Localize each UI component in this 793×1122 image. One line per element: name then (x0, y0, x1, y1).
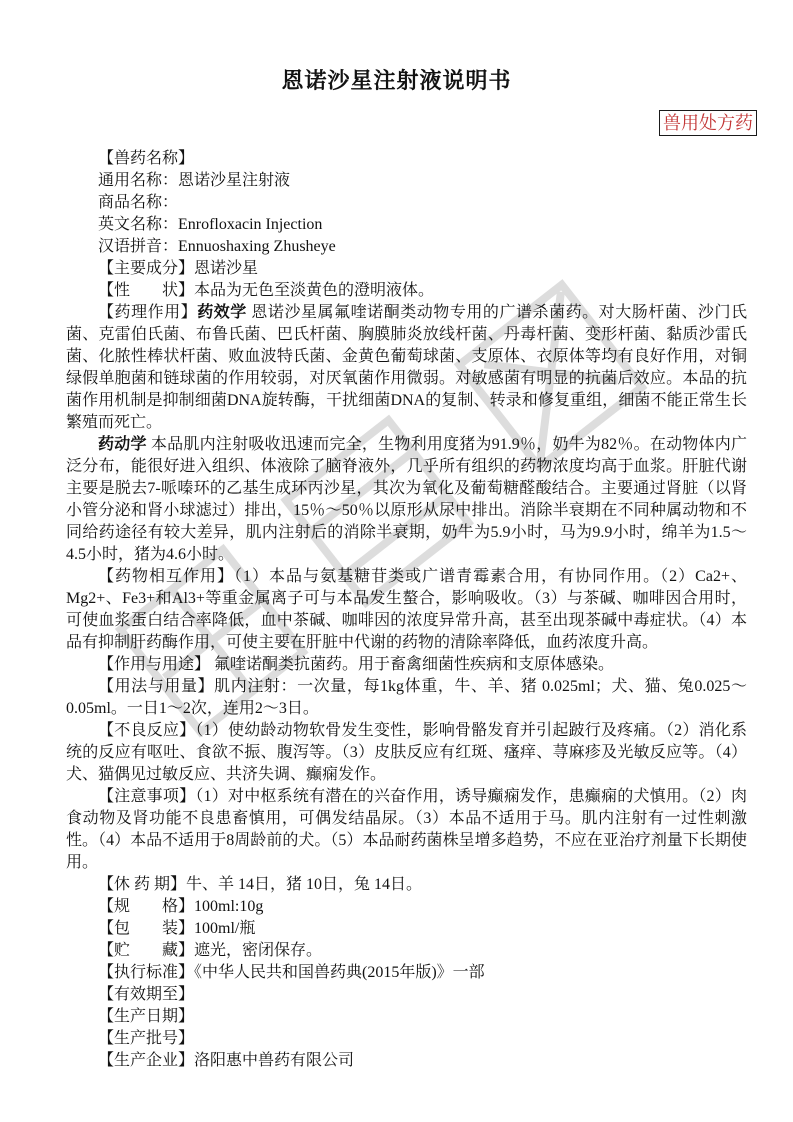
paragraph (66, 434, 747, 566)
paragraph-run: 【主要成分】恩诺沙星 (98, 260, 259, 277)
paragraph-run: 【执行标准】《中华人民共和国兽药典(2015年版)》一部 (98, 964, 485, 981)
paragraph (66, 170, 747, 192)
paragraph-run: 【生产批号】 (98, 1030, 195, 1047)
paragraph (66, 1006, 747, 1028)
paragraph-run: 【休 药 期】牛、羊 14日，猪 10日，兔 14日。 (98, 876, 423, 893)
paragraph-run: 【性 状】本品为无色至淡黄色的澄明液体。 (98, 282, 435, 299)
paragraph-run: 【注意事项】（1）对中枢系统有潜在的兴奋作用，诱导癫痫发作，患癫痫的犬慎用。（2）肉食动物及肾功能不良患畜慎用，可偶发结晶尿。（3）本品不适用于马。肌内注射有一过性刺激性。（4）本品不适用于8周龄前的犬。（5）本品耐药菌株呈增多趋势，不应在亚治疗剂量下长期使用。 (66, 788, 747, 871)
paragraph (66, 148, 747, 170)
paragraph (66, 984, 747, 1006)
paragraph (66, 1050, 747, 1072)
paragraph-run: 汉语拼音：Ennuoshaxing Zhusheye (98, 238, 336, 255)
paragraph-run: 本品肌内注射吸收迅速而完全，生物利用度猪为91.9％，奶牛为82％。在动物体内广泛分布，能很好进入组织、体液除了脑脊液外，几乎所有组织的药物浓度均高于血浆。肝脏代谢主要是脱去7-哌嗪环的乙基生成环丙沙星，其次为氧化及葡萄糖醛酸结合。主要通过肾脏（以肾小管分泌和肾小球滤过）排出，15％～50％以原形从尿中排出。消除半衰期在不同种属动物和不同给药途径有较大差异，肌内注射后的消除半衰期，奶牛为5.9小时，马为9.9小时，绵羊为1.5～4.5小时，猪为4.6小时。 (66, 436, 747, 563)
prescription-badge-label: 兽用处方药 (663, 113, 753, 133)
paragraph-run: 【用法与用量】肌内注射：一次量，每1kg体重，牛、羊、猪 0.025ml；犬、猫、兔0.025～0.05ml。一日1～2次，连用2～3日。 (66, 678, 747, 717)
paragraph (66, 1028, 747, 1050)
paragraph-run: 【贮 藏】遮光，密闭保存。 (98, 942, 323, 959)
paragraph (66, 962, 747, 984)
paragraph (66, 236, 747, 258)
paragraph (66, 720, 747, 786)
paragraph (66, 676, 747, 720)
prescription-badge (659, 110, 757, 136)
paragraph-run: 【包 装】100ml/瓶 (98, 920, 256, 937)
document-body (66, 148, 747, 1072)
paragraph-run: 通用名称：恩诺沙星注射液 (98, 172, 291, 189)
paragraph-run: 【不良反应】（1）使幼龄动物软骨发生变性，影响骨骼发育并引起跛行及疼痛。（2）消化系统的反应有呕吐、食欲不振、腹泻等。（3）皮肤反应有红斑、瘙痒、荨麻疹及光敏反应等。（4）犬、猫偶见过敏反应、共济失调、癫痫发作。 (66, 722, 747, 783)
page-title: 恩诺沙星注射液说明书 (281, 68, 512, 93)
paragraph (66, 896, 747, 918)
paragraph (66, 258, 747, 280)
paragraph (66, 918, 747, 940)
paragraph-run: 【药理作用】 (98, 304, 198, 321)
paragraph (66, 940, 747, 962)
paragraph (66, 302, 747, 434)
paragraph-bold-run: 药效学 (197, 304, 247, 321)
paragraph (66, 566, 747, 654)
paragraph (66, 654, 747, 676)
paragraph-run: 【有效期至】 (98, 986, 195, 1003)
paragraph (66, 214, 747, 236)
paragraph-run: 【药物相互作用】（1）本品与氨基糖苷类或广谱青霉素合用，有协同作用。（2）Ca2+、Mg2+、Fe3+和Al3+等重金属离子可与本品发生螯合，影响吸收。（3）与茶碱、咖啡因合用时，可使血浆蛋白结合率降低，血中茶碱、咖啡因的浓度异常升高，甚至出现茶碱中毒症状。（4）本品有抑制肝药酶作用，可使主要在肝脏中代谢的药物的清除率降低，血药浓度升高。 (66, 568, 747, 651)
paragraph (66, 786, 747, 874)
paragraph (66, 192, 747, 214)
paragraph-run: 恩诺沙星属氟喹诺酮类动物专用的广谱杀菌药。对大肠杆菌、沙门氏菌、克雷伯氏菌、布鲁氏菌、巴氏杆菌、胸膜肺炎放线杆菌、丹毒杆菌、变形杆菌、黏质沙雷氏菌、化脓性棒状杆菌、败血波特氏菌、金黄色葡萄球菌、支原体、衣原体等均有良好作用，对铜绿假单胞菌和链球菌的作用较弱，对厌氧菌作用微弱。对敏感菌有明显的抗菌后效应。本品的抗菌作用机制是抑制细菌DNA旋转酶，干扰细菌DNA的复制、转录和修复重组，细菌不能正常生长繁殖而死亡。 (66, 304, 747, 431)
paragraph-run: 【生产日期】 (98, 1008, 195, 1025)
paragraph-run: 英文名称：Enrofloxacin Injection (98, 216, 323, 233)
paragraph-run: 【生产企业】洛阳惠中兽药有限公司 (98, 1052, 355, 1069)
paragraph (66, 280, 747, 302)
paragraph-run: 【兽药名称】 (98, 150, 195, 167)
paragraph-bold-run: 药动学 (98, 436, 147, 453)
paragraph-run: 【作用与用途】 氟喹诺酮类抗菌药。用于畜禽细菌性疾病和支原体感染。 (98, 656, 615, 673)
paragraph-run: 【规 格】100ml:10g (98, 898, 264, 915)
paragraph (66, 874, 747, 896)
paragraph-run: 商品名称： (98, 194, 179, 211)
